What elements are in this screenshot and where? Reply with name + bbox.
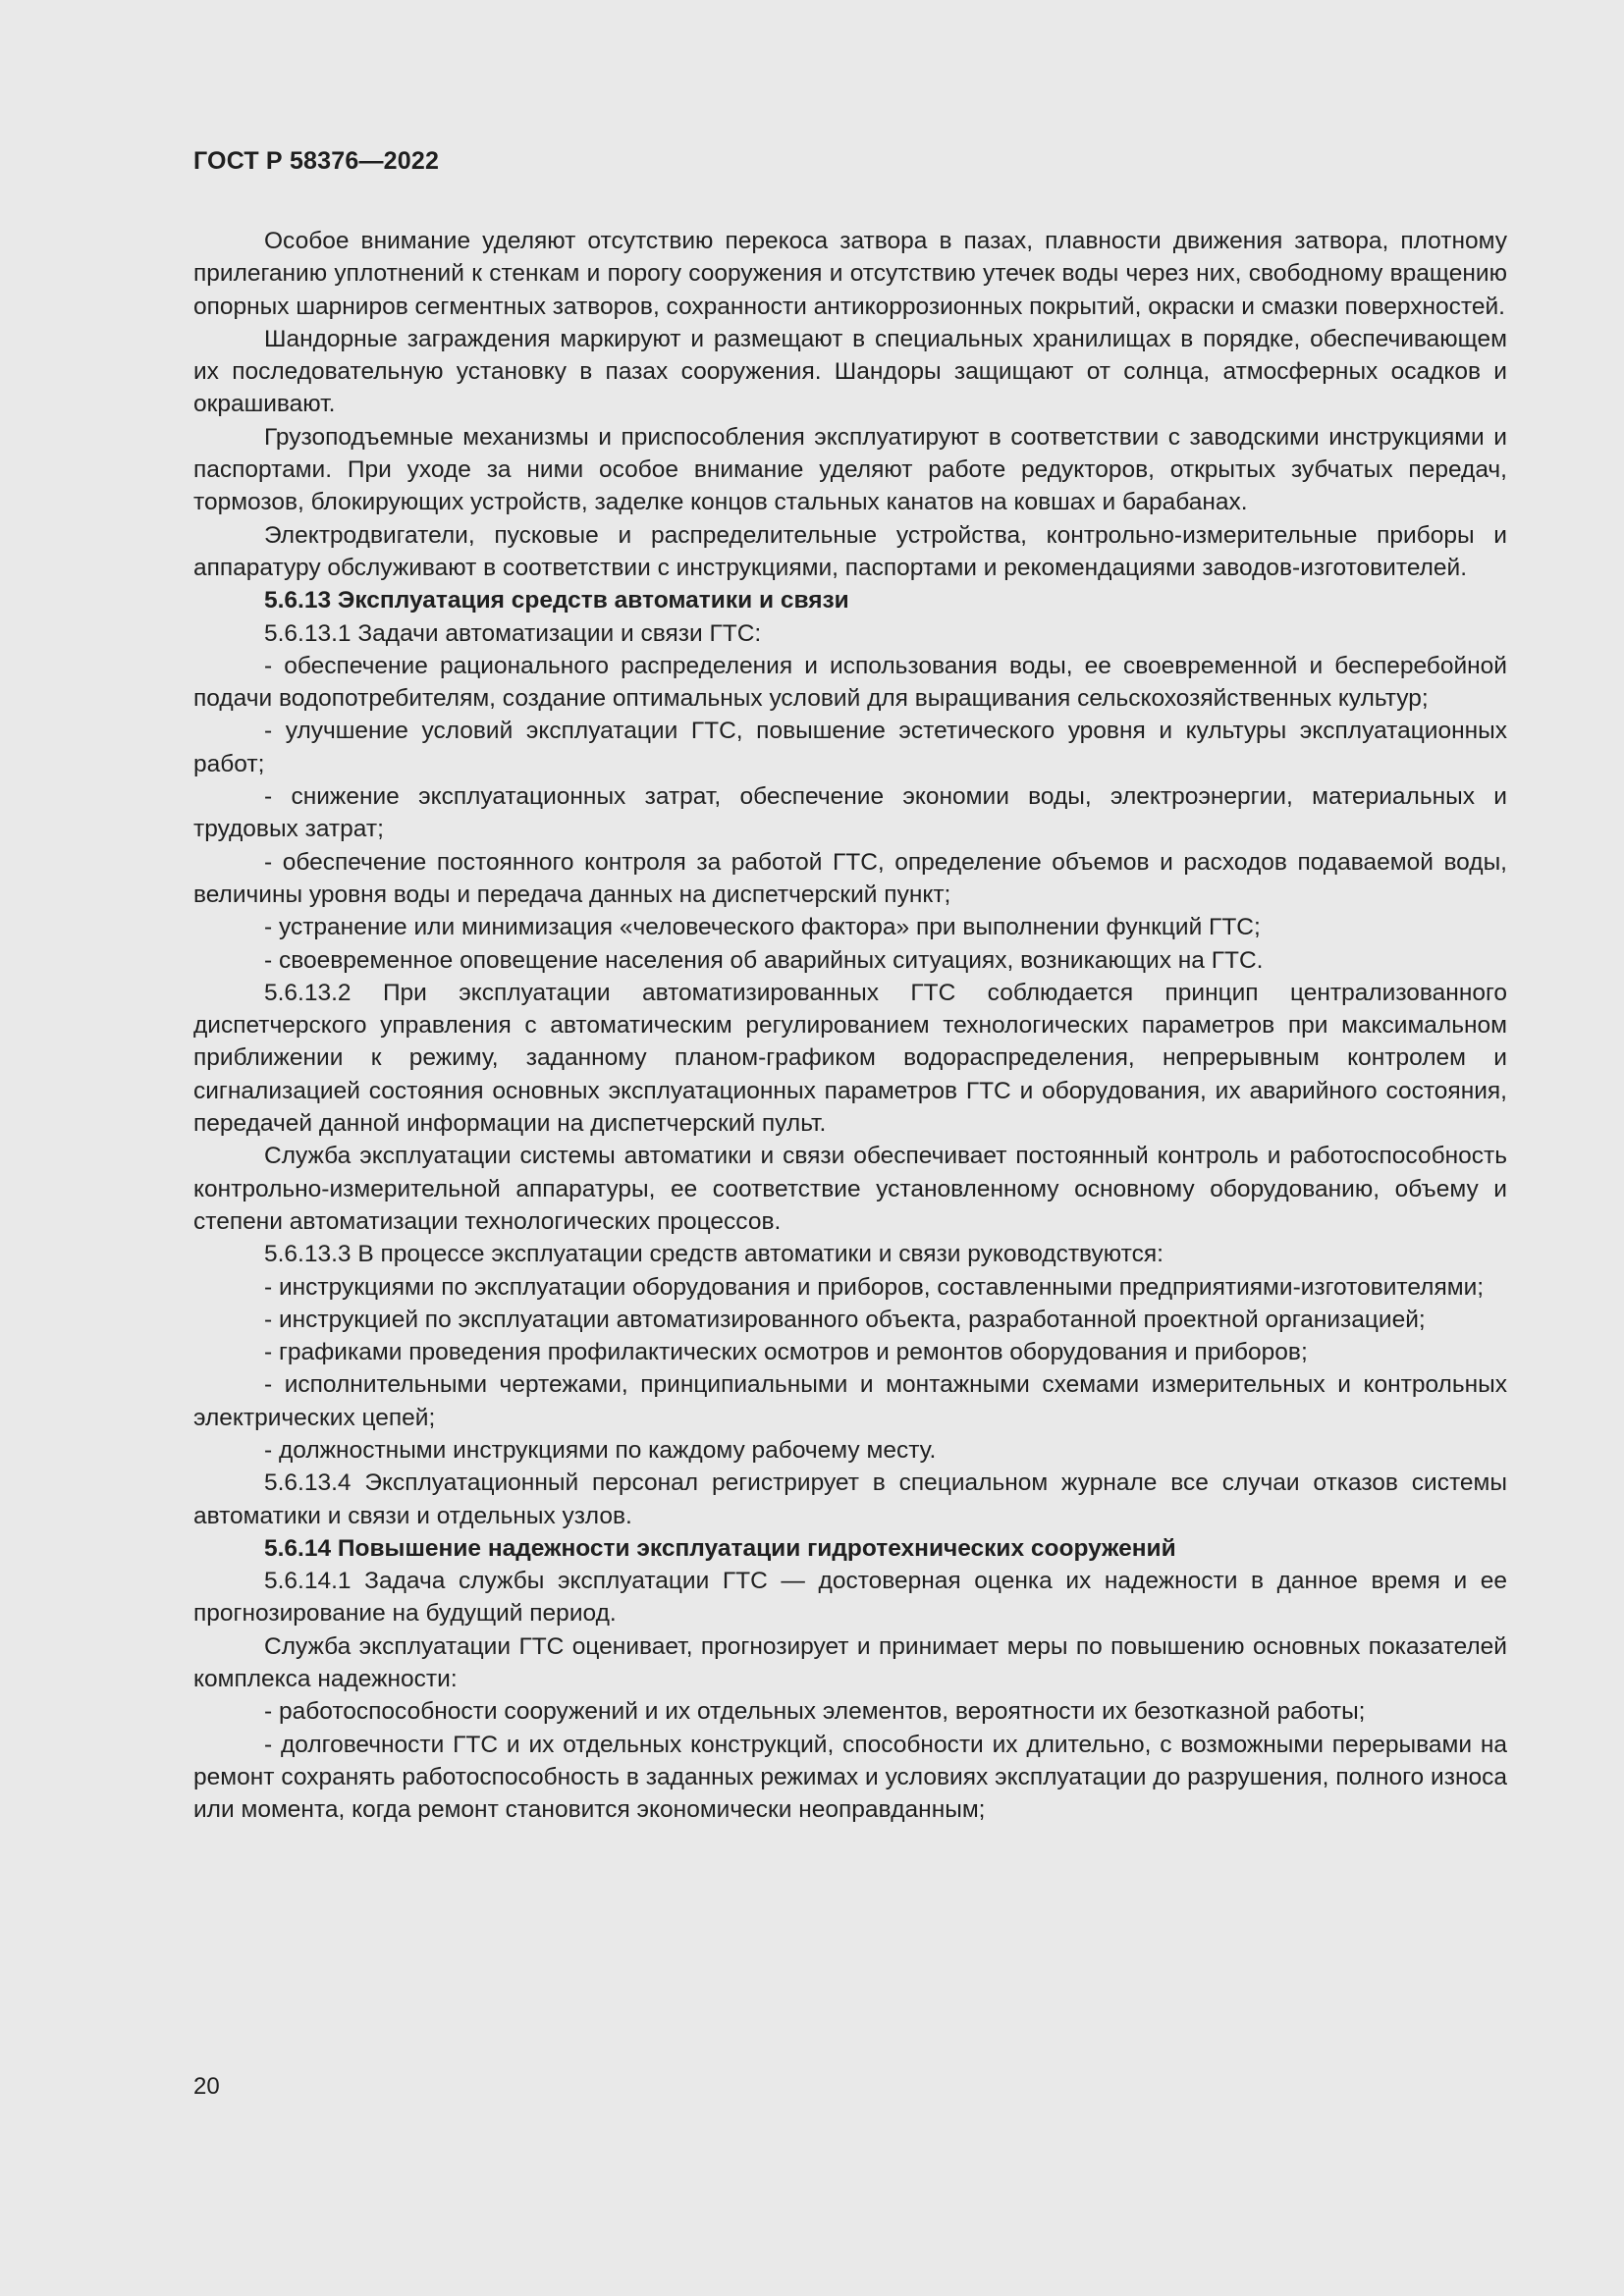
paragraph: - работоспособности сооружений и их отдельных элементов, вероятности их безотказной работы; <box>264 1698 1366 1726</box>
document-body <box>193 225 1507 1827</box>
paragraph: 5.6.14.1 Задача службы эксплуатации ГТС — достоверная оценка их надежности в данное время и ее прогнозирование на будущий период. <box>193 1568 1507 1628</box>
paragraph: - инструкциями по эксплуатации оборудования и приборов, составленными предприятиями-изготовителями; <box>264 1273 1485 1301</box>
paragraph: - исполнительными чертежами, принципиальными и монтажными схемами измерительных и контрольных электрических цепей; <box>193 1371 1507 1431</box>
paragraph: - инструкцией по эксплуатации автоматизированного объекта, разработанной проектной организацией; <box>264 1306 1426 1333</box>
paragraph: - своевременное оповещение населения об аварийных ситуациях, возникающих на ГТС. <box>264 946 1264 974</box>
paragraph: - снижение эксплуатационных затрат, обеспечение экономии воды, электроэнергии, материальных и трудовых затрат; <box>193 783 1507 843</box>
paragraph: 5.6.13.1 Задачи автоматизации и связи ГТС: <box>264 619 762 647</box>
paragraph: - обеспечение постоянного контроля за работой ГТС, определение объемов и расходов подаваемой воды, величины уровня воды и передача данных на диспетчерский пункт; <box>193 848 1507 908</box>
paragraph: - устранение или минимизация «человеческого фактора» при выполнении функций ГТС; <box>264 914 1261 941</box>
paragraph: Служба эксплуатации ГТС оценивает, прогнозирует и принимает меры по повышению основных показателей комплекса надежности: <box>193 1632 1507 1693</box>
paragraph: 5.6.13.4 Эксплуатационный персонал регистрирует в специальном журнале все случаи отказов системы автоматики и связи и отдельных узлов. <box>193 1469 1507 1529</box>
paragraph: - графиками проведения профилактических осмотров и ремонтов оборудования и приборов; <box>264 1339 1308 1366</box>
paragraph: - должностными инструкциями по каждому рабочему месту. <box>264 1436 937 1464</box>
paragraph: Электродвигатели, пусковые и распределительные устройства, контрольно-измерительные приборы и аппаратуру обслуживают в соответствии с инструкциями, паспортами и рекомендациями заводов-изготовителей. <box>193 521 1507 581</box>
paragraph: - долговечности ГТС и их отдельных конструкций, способности их длительно, с возможными перерывами на ремонт сохранять работоспособность в заданных режимах и условиях эксплуатации до разрушения, полного износа или момента, когда ремонт становится экономически неоправданным; <box>193 1731 1507 1824</box>
paragraph: Шандорные заграждения маркируют и размещают в специальных хранилищах в порядке, обеспечивающем их последовательную установку в пазах сооружения. Шандоры защищают от солнца, атмосферных осадков и окрашивают. <box>193 325 1507 418</box>
paragraph: Грузоподъемные механизмы и приспособления эксплуатируют в соответствии с заводскими инструкциями и паспортами. При уходе за ними особое внимание уделяют работе редукторов, открытых зубчатых передач, тормозов, блокирующих устройств, заделке концов стальных канатов на ковшах и барабанах. <box>193 423 1507 516</box>
section-heading: 5.6.14 Повышение надежности эксплуатации гидротехнических сооружений <box>264 1534 1176 1562</box>
document-header-code: ГОСТ Р 58376—2022 <box>193 147 440 175</box>
paragraph: - улучшение условий эксплуатации ГТС, повышение эстетического уровня и культуры эксплуатационных работ; <box>193 718 1507 777</box>
page-number: 20 <box>193 2073 220 2100</box>
paragraph: Особое внимание уделяют отсутствию перекоса затвора в пазах, плавности движения затвора, плотному прилеганию уплотнений к стенкам и порогу сооружения и отсутствию утечек воды через них, свободному вращению опорных шарниров сегментных затворов, сохранности антикоррозионных покрытий, окраски и смазки поверхностей. <box>193 228 1507 320</box>
paragraph: 5.6.13.2 При эксплуатации автоматизированных ГТС соблюдается принцип централизованного диспетчерского управления с автоматическим регулированием технологических параметров при максимальном приближении к режиму, заданному планом-графиком водораспределения, непрерывным контролем и сигнализацией состояния основных эксплуатационных параметров ГТС и оборудования, их аварийного состояния, передачей данной информации на диспетчерский пульт. <box>193 979 1507 1138</box>
paragraph: 5.6.13.3 В процессе эксплуатации средств автоматики и связи руководствуются: <box>264 1241 1164 1268</box>
paragraph: - обеспечение рационального распределения и использования воды, ее своевременной и бесперебойной подачи водопотребителям, создание оптимальных условий для выращивания сельскохозяйственных культур; <box>193 652 1507 713</box>
section-heading: 5.6.13 Эксплуатация средств автоматики и связи <box>264 587 849 614</box>
paragraph: Служба эксплуатации системы автоматики и связи обеспечивает постоянный контроль и работоспособность контрольно-измерительной аппаратуры, ее соответствие установленному основному оборудованию, объему и степени автоматизации технологических процессов. <box>193 1143 1507 1235</box>
